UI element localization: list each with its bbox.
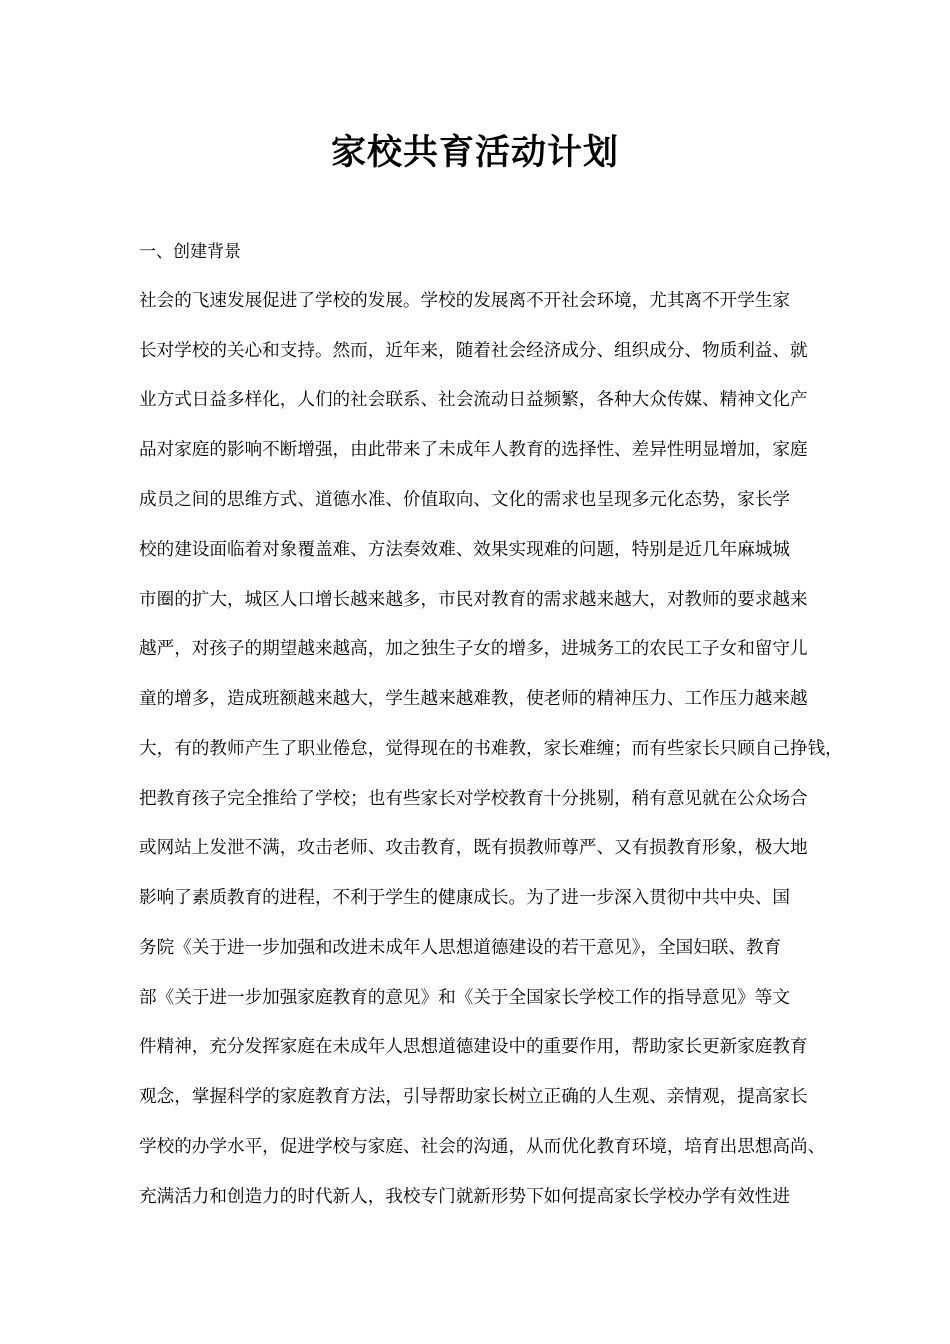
section-heading: 一、创建背景: [139, 242, 241, 262]
document-title: 家校共育活动计划: [330, 133, 619, 173]
paragraph-line: 品对家庭的影响不断增强，由此带来了未成年人教育的选择性、差异性明显增加，家庭: [139, 440, 808, 460]
paragraph-line: 或网站上发泄不满，攻击老师、攻击教育，既有损教师尊严、又有损教育形象，极大地: [139, 838, 808, 858]
paragraph-line: 务院《关于进一步加强和改进未成年人思想道德建设的若干意见》，全国妇联、教育: [139, 938, 782, 958]
paragraph-line: 学校的办学水平，促进学校与家庭、社会的沟通，从而优化教育环境，培育出思想高尚、: [139, 1137, 826, 1157]
paragraph-line: 把教育孩子完全推给了学校；也有些家长对学校教育十分挑剔，稍有意见就在公众场合: [139, 789, 808, 809]
paragraph-line: 长对学校的关心和支持。然而，近年来，随着社会经济成分、组织成分、物质利益、就: [139, 341, 808, 361]
paragraph-line: 影响了素质教育的进程，不利于学生的健康成长。为了进一步深入贯彻中共中央、国: [139, 888, 790, 908]
paragraph-line: 童的增多，造成班额越来越大，学生越来越难教，使老师的精神压力、工作压力越来越: [139, 689, 808, 709]
paragraph-line: 观念，掌握科学的家庭教育方法，引导帮助家长树立正确的人生观、亲情观，提高家长: [139, 1087, 808, 1107]
paragraph-line: 成员之间的思维方式、道德水准、价值取向、文化的需求也呈现多元化态势，家长学: [139, 490, 790, 510]
paragraph-line: 大，有的教师产生了职业倦怠，觉得现在的书难教，家长难缠；而有些家长只顾自己挣钱，: [139, 739, 843, 759]
paragraph-line: 市圈的扩大，城区人口增长越来越多，市民对教育的需求越来越大，对教师的要求越来: [139, 590, 808, 610]
paragraph-line: 校的建设面临着对象覆盖难、方法奏效难、效果实现难的问题，特别是近几年麻城城: [139, 540, 790, 560]
paragraph-line: 业方式日益多样化，人们的社会联系、社会流动日益频繁，各种大众传媒、精神文化产: [139, 390, 808, 410]
paragraph-line: 部《关于进一步加强家庭教育的意见》和《关于全国家长学校工作的指导意见》等文: [139, 988, 790, 1008]
paragraph-line: 充满活力和创造力的时代新人，我校专门就新形势下如何提高家长学校办学有效性进: [139, 1187, 790, 1207]
paragraph-line: 件精神，充分发挥家庭在未成年人思想道德建设中的重要作用，帮助家长更新家庭教育: [139, 1037, 808, 1057]
paragraph-line: 社会的飞速发展促进了学校的发展。学校的发展离不开社会环境，尤其离不开学生家: [139, 291, 790, 311]
paragraph-line: 越严，对孩子的期望越来越高，加之独生子女的增多，进城务工的农民工子女和留守儿: [139, 639, 808, 659]
